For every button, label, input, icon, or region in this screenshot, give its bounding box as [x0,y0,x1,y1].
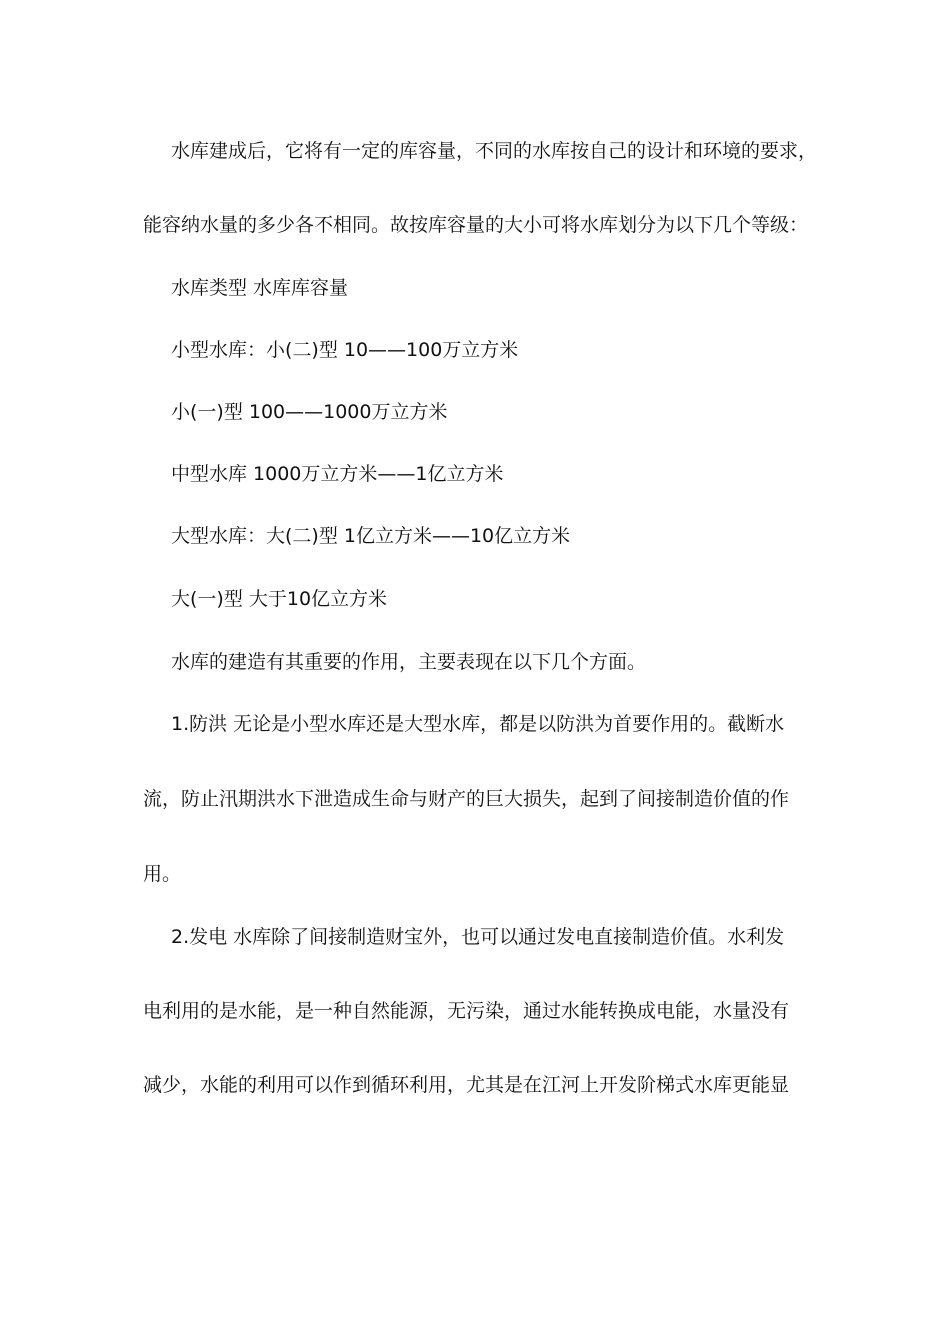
reservoir-medium: 中型水库 1000万立方米——1亿立方米 [171,463,504,485]
reservoir-large-type-1: 大(一)型 大于10亿立方米 [171,588,388,610]
power-generation-line-1: 2.发电 水库除了间接制造财宝外，也可以通过发电直接制造价值。水利发 [171,926,785,948]
paragraph-intro-line-2: 能容纳水量的多少各不相同。故按库容量的大小可将水库划分为以下几个等级： [143,214,809,236]
flood-control-line-3: 用。 [143,863,182,885]
paragraph-intro-line-1: 水库建成后，它将有一定的库容量，不同的水库按自己的设计和环境的要求， [171,140,818,162]
reservoir-large-type-2: 大型水库：大(二)型 1亿立方米——10亿立方米 [171,525,571,547]
functions-intro: 水库的建造有其重要的作用，主要表现在以下几个方面。 [171,651,647,673]
reservoir-small-type-1: 小(一)型 100——1000万立方米 [171,401,448,423]
power-generation-line-3: 减少，水能的利用可以作到循环利用，尤其是在江河上开发阶梯式水库更能显 [143,1074,790,1096]
flood-control-line-1: 1.防洪 无论是小型水库还是大型水库，都是以防洪为首要作用的。截断水 [171,713,785,735]
power-generation-line-2: 电利用的是水能，是一种自然能源，无污染，通过水能转换成电能，水量没有 [143,1000,790,1022]
flood-control-line-2: 流，防止汛期洪水下泄造成生命与财产的巨大损失，起到了间接制造价值的作 [143,788,790,810]
reservoir-small-type-2: 小型水库：小(二)型 10——100万立方米 [171,339,519,361]
reservoir-table-header: 水库类型 水库库容量 [171,277,349,299]
